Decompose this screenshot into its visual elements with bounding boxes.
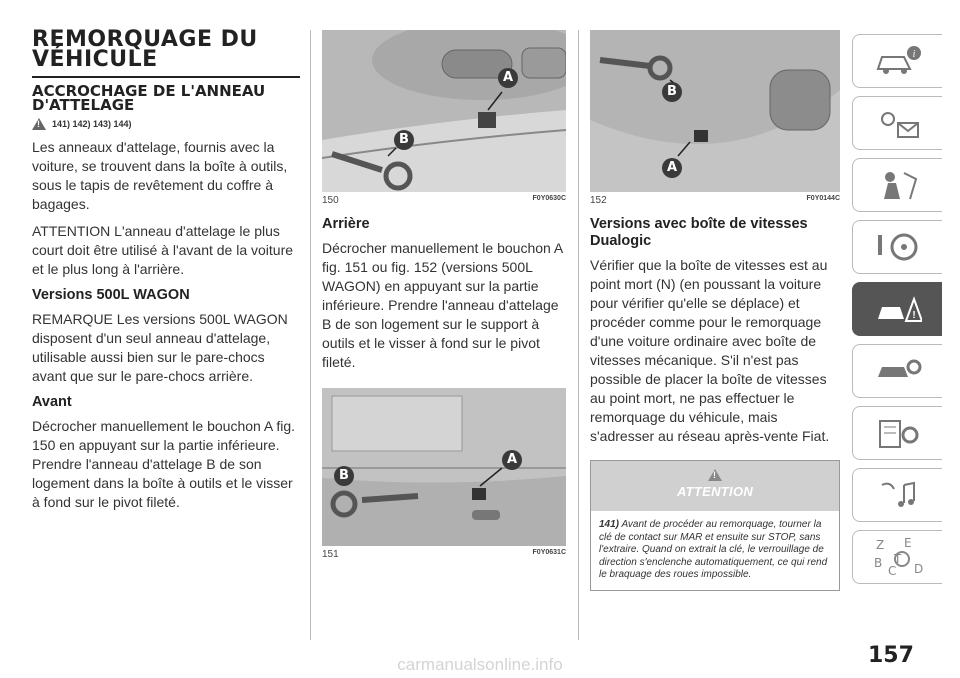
safety-icon [874,169,922,201]
callout-b: B [394,130,414,150]
warning-refs-text: 141) 142) 143) 144) [52,119,132,129]
index-letter: B [873,556,882,570]
column-2 [322,30,566,570]
warning-body [591,511,839,590]
bumper-front-illustration [322,30,566,192]
paragraph: Les anneaux d'attelage, fournis avec la voiture, se trouvent dans la boîte à outils, sous le tapis de revêtement du coffre à bagages. [32,139,288,212]
steering-icon [874,231,922,263]
tab-safety[interactable] [852,158,942,212]
warning-box [590,460,840,591]
maintenance-icon [874,355,922,387]
index-letter: Z [875,538,884,552]
warning-title: ATTENTION [676,484,754,499]
paragraph: REMARQUE Les versions 500L WAGON disposent d'un seul anneau d'attelage, utilisable aussi bien sur le pare-chocs avant que sur le pare-chocs arrière. [32,311,288,384]
tech-data-icon [874,417,922,449]
page-title: REMORQUAGE DU VÉHICULE [32,27,258,72]
column-3 [590,30,840,591]
car-info-icon [874,45,922,77]
tab-maintenance[interactable] [852,344,942,398]
figure-code: F0Y0631C [532,549,566,556]
tab-multimedia[interactable] [852,468,942,522]
tab-index[interactable] [852,530,942,584]
figure-150 [322,30,566,192]
warning-header [591,461,839,511]
warning-references [32,118,300,130]
tab-car-info[interactable] [852,34,942,88]
paragraph: Décrocher manuellement le bouchon A fig. 151 ou fig. 152 (versions 500L WAGON) en appuyant sur la partie inférieure. Prendre l'anneau d'attelage B de son logement sur le support à outils et le visser à fond sur le pivot fileté. [322,240,563,370]
warning-number: 141) [599,519,620,530]
figure-number: 151 [322,549,339,560]
callout-b: B [662,82,682,102]
figure-number: 152 [590,195,607,206]
heading-dualogic: Versions avec boîte de vitesses Dualogic [590,216,808,249]
warning-triangle-icon [708,469,722,481]
svg-text:i: i [912,49,915,60]
column-divider [578,30,579,640]
bumper-side-illustration [590,30,840,192]
warning-icon-wrap [591,469,839,481]
callout-a: A [498,68,518,88]
figure-code: F0Y0144C [806,195,840,202]
column-1 [32,27,300,520]
heading-avant: Avant [32,394,72,410]
callout-a: A [502,450,522,470]
index-letter: T [893,552,901,566]
title-rule [32,76,300,78]
index-letter: D [913,562,923,576]
figure-151 [322,388,566,546]
warning-text: Avant de procéder au remorquage, tourner la clé de contact sur MAR et ensuite sur STOP, sans l'extraire. Quand on extrait la clé, le verrouillage de direction s'enclenche automatiquement, ce qui rend le braquage des roues impossible. [599,519,828,580]
tab-warning-lights[interactable] [852,96,942,150]
index-icon [870,535,926,579]
figure-caption [322,549,566,560]
column-divider [310,30,311,640]
warning-triangle-icon [32,118,46,130]
figure-caption [590,195,840,206]
paragraph: ATTENTION L'anneau d'attelage le plus court doit être utilisé à l'avant de la voiture et le plus long à l'arrière. [32,223,294,277]
heading-arriere: Arrière [322,216,370,232]
heading-wagon: Versions 500L WAGON [32,287,190,303]
bumper-rear-illustration [322,388,566,546]
tab-breakdown[interactable] [852,282,942,336]
svg-text:!: ! [911,310,916,321]
multimedia-icon [874,479,922,511]
figure-number: 150 [322,195,339,206]
paragraph: Vérifier que la boîte de vitesses est au point mort (N) (en poussant la voiture pour vérifier qu'elle se déplace) et procéder comme pour le remorquage d'une voiture ordinaire avec boîte de vitesses mécanique. S'il n'est pas possible de placer la boîte de vitesses au point mort, ne pas effectuer le remorquage du véhicule, mais s'adresser au réseau après-vente Fiat. [590,257,830,444]
callout-a: A [662,158,682,178]
figure-caption [322,195,566,206]
index-letter: C [887,564,896,578]
callout-b: B [334,466,354,486]
figure-code: F0Y0630C [532,195,566,202]
page-number: 157 [868,643,914,668]
warning-lights-icon [874,107,922,139]
paragraph: Décrocher manuellement le bouchon A fig. 150 en appuyant sur la partie inférieure. Prendre l'anneau d'attelage B de son logement dans la boîte à outils et le visser à fond sur le pivot fileté. [32,418,296,510]
tab-steering[interactable] [852,220,942,274]
tab-tech-data[interactable] [852,406,942,460]
chapter-tabs [852,34,942,592]
figure-152 [590,30,840,192]
watermark: carmanualsonline.info [397,655,563,674]
section-title: ACCROCHAGE DE L'ANNEAU D'ATTELAGE [32,82,266,114]
index-letter: E [903,536,912,550]
breakdown-icon [874,293,922,325]
